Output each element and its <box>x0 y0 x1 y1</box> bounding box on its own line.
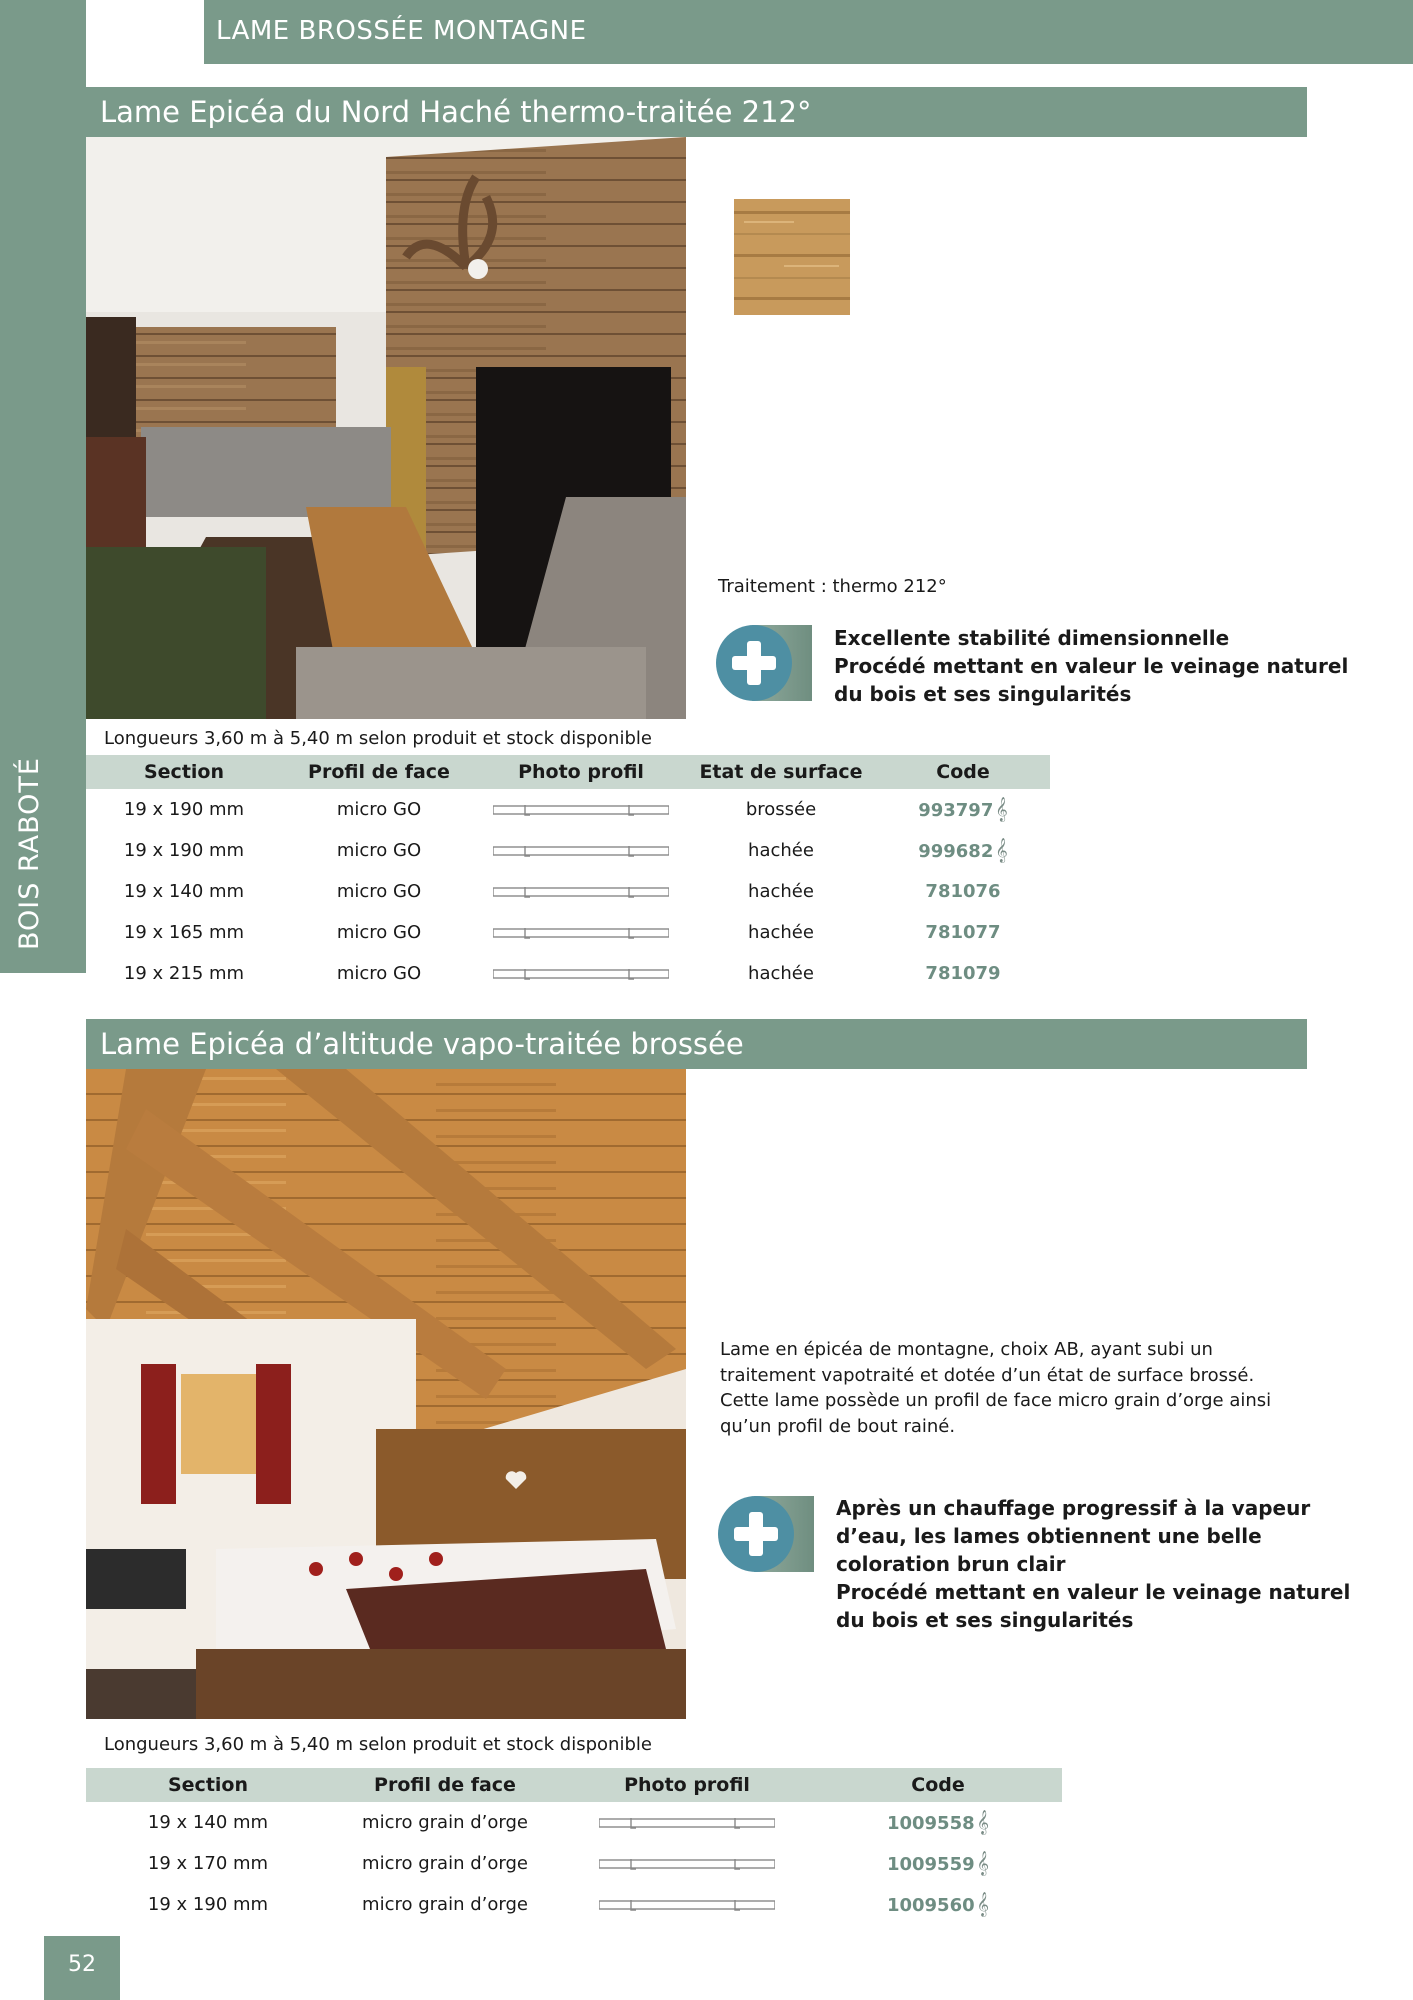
profile-photo-cell <box>476 953 686 994</box>
table-row <box>86 1802 1062 1843</box>
profil-cell: micro GO <box>336 799 422 820</box>
section-cell: 19 x 190 mm <box>123 840 245 861</box>
product-code: 781076 <box>925 881 1001 902</box>
product-code: 781077 <box>925 922 1001 943</box>
profile-diagram <box>493 885 669 899</box>
code-cell <box>814 1884 1062 1925</box>
wood-sample-swatch <box>734 199 850 315</box>
profil-cell: micro grain d’orge <box>362 1853 528 1874</box>
profile-diagram <box>599 1816 775 1830</box>
benefit-line: coloration brun clair <box>836 1552 1066 1576</box>
table-row <box>86 1884 1062 1925</box>
table-row <box>86 789 1050 830</box>
code-cell <box>876 953 1050 994</box>
profil-cell: micro grain d’orge <box>362 1812 528 1833</box>
col-header: Section <box>86 1768 330 1802</box>
profile-photo-cell <box>476 830 686 871</box>
section2-table <box>86 1768 1062 1925</box>
section-cell: 19 x 215 mm <box>123 963 245 984</box>
lengths-note: Longueurs 3,60 m à 5,40 m selon produit et stock disponible <box>104 1734 652 1755</box>
profil-cell: micro GO <box>336 840 422 861</box>
treatment-label: Traitement : thermo 212° <box>718 576 947 597</box>
product-code: 993797 <box>918 800 994 821</box>
profile-diagram <box>493 844 669 858</box>
section-cell: 19 x 190 mm <box>147 1894 269 1915</box>
music-clef-icon: 𝄞 <box>995 797 1008 821</box>
col-header: Code <box>876 755 1050 789</box>
code-cell <box>814 1802 1062 1843</box>
section2-title: Lame Epicéa d’altitude vapo-traitée brossée <box>86 1019 1307 1069</box>
code-cell <box>876 830 1050 871</box>
product-code: 999682 <box>918 841 994 862</box>
section-cell: 19 x 170 mm <box>147 1853 269 1874</box>
etat-cell: hachée <box>748 881 814 902</box>
table-row <box>86 912 1050 953</box>
living-room-photo <box>86 137 686 719</box>
col-header: Photo profil <box>476 755 686 789</box>
section2-description: Lame en épicéa de montagne, choix AB, ayant subi un traitement vapotraité et dotée d’un état de surface brossé. Cette lame possède un profil de face micro grain d’orge ainsi qu’un profil de bout rainé. <box>720 1339 1272 1437</box>
product-code: 781079 <box>925 963 1001 984</box>
product-code: 1009559 <box>886 1854 975 1875</box>
etat-cell: brossée <box>745 799 817 820</box>
benefit-line: du bois et ses singularités <box>836 1608 1134 1632</box>
table-row <box>86 830 1050 871</box>
page-number: 52 <box>44 1936 120 2000</box>
section-cell: 19 x 140 mm <box>147 1812 269 1833</box>
benefit-line: Après un chauffage progressif à la vapeur <box>836 1496 1311 1520</box>
profile-photo-cell <box>476 871 686 912</box>
col-header: Section <box>86 755 282 789</box>
plus-icon <box>716 625 812 701</box>
section1-table <box>86 755 1050 994</box>
section1-benefits <box>834 624 1348 708</box>
bedroom-photo <box>86 1069 686 1719</box>
code-cell <box>876 912 1050 953</box>
profile-diagram <box>599 1857 775 1871</box>
table-row <box>86 871 1050 912</box>
profile-photo-cell <box>560 1802 814 1843</box>
profil-cell: micro GO <box>336 922 422 943</box>
section2-benefits <box>836 1494 1350 1634</box>
profil-cell: micro GO <box>336 963 422 984</box>
benefit-line: Excellente stabilité dimensionnelle <box>834 626 1230 650</box>
col-header: Profil de face <box>330 1768 560 1802</box>
plus-icon <box>718 1496 814 1572</box>
col-header: Code <box>814 1768 1062 1802</box>
table-row <box>86 953 1050 994</box>
profile-photo-cell <box>476 789 686 830</box>
music-clef-icon: 𝄞 <box>976 1810 990 1834</box>
col-header: Etat de surface <box>686 755 876 789</box>
col-header: Profil de face <box>282 755 476 789</box>
section1-title: Lame Epicéa du Nord Haché thermo-traitée 212° <box>86 87 1307 137</box>
sidebar-label: BOIS RABOTÉ <box>14 757 45 950</box>
benefit-line: Procédé mettant en valeur le veinage naturel <box>836 1580 1351 1604</box>
etat-cell: hachée <box>748 922 814 943</box>
section-cell: 19 x 140 mm <box>123 881 245 902</box>
top-banner: LAME BROSSÉE MONTAGNE <box>204 0 1413 64</box>
code-cell <box>876 871 1050 912</box>
music-clef-icon: 𝄞 <box>995 838 1008 862</box>
benefit-line: du bois et ses singularités <box>834 682 1132 706</box>
music-clef-icon: 𝄞 <box>976 1892 990 1916</box>
lengths-note: Longueurs 3,60 m à 5,40 m selon produit et stock disponible <box>104 728 652 749</box>
product-code: 1009558 <box>886 1813 975 1834</box>
product-code: 1009560 <box>886 1895 975 1916</box>
profil-cell: micro grain d’orge <box>362 1894 528 1915</box>
profile-diagram <box>493 926 669 940</box>
profile-photo-cell <box>560 1843 814 1884</box>
benefit-line: Procédé mettant en valeur le veinage naturel <box>834 654 1349 678</box>
code-cell <box>876 789 1050 830</box>
etat-cell: hachée <box>748 963 814 984</box>
profile-diagram <box>493 967 669 981</box>
table-row <box>86 1843 1062 1884</box>
profil-cell: micro GO <box>336 881 422 902</box>
col-header: Photo profil <box>560 1768 814 1802</box>
profile-photo-cell <box>476 912 686 953</box>
profile-diagram <box>493 803 669 817</box>
etat-cell: hachée <box>748 840 814 861</box>
profile-diagram <box>599 1898 775 1912</box>
code-cell <box>814 1843 1062 1884</box>
music-clef-icon: 𝄞 <box>976 1851 990 1875</box>
benefit-line: d’eau, les lames obtiennent une belle <box>836 1524 1262 1548</box>
section-cell: 19 x 165 mm <box>123 922 245 943</box>
section-cell: 19 x 190 mm <box>123 799 245 820</box>
profile-photo-cell <box>560 1884 814 1925</box>
